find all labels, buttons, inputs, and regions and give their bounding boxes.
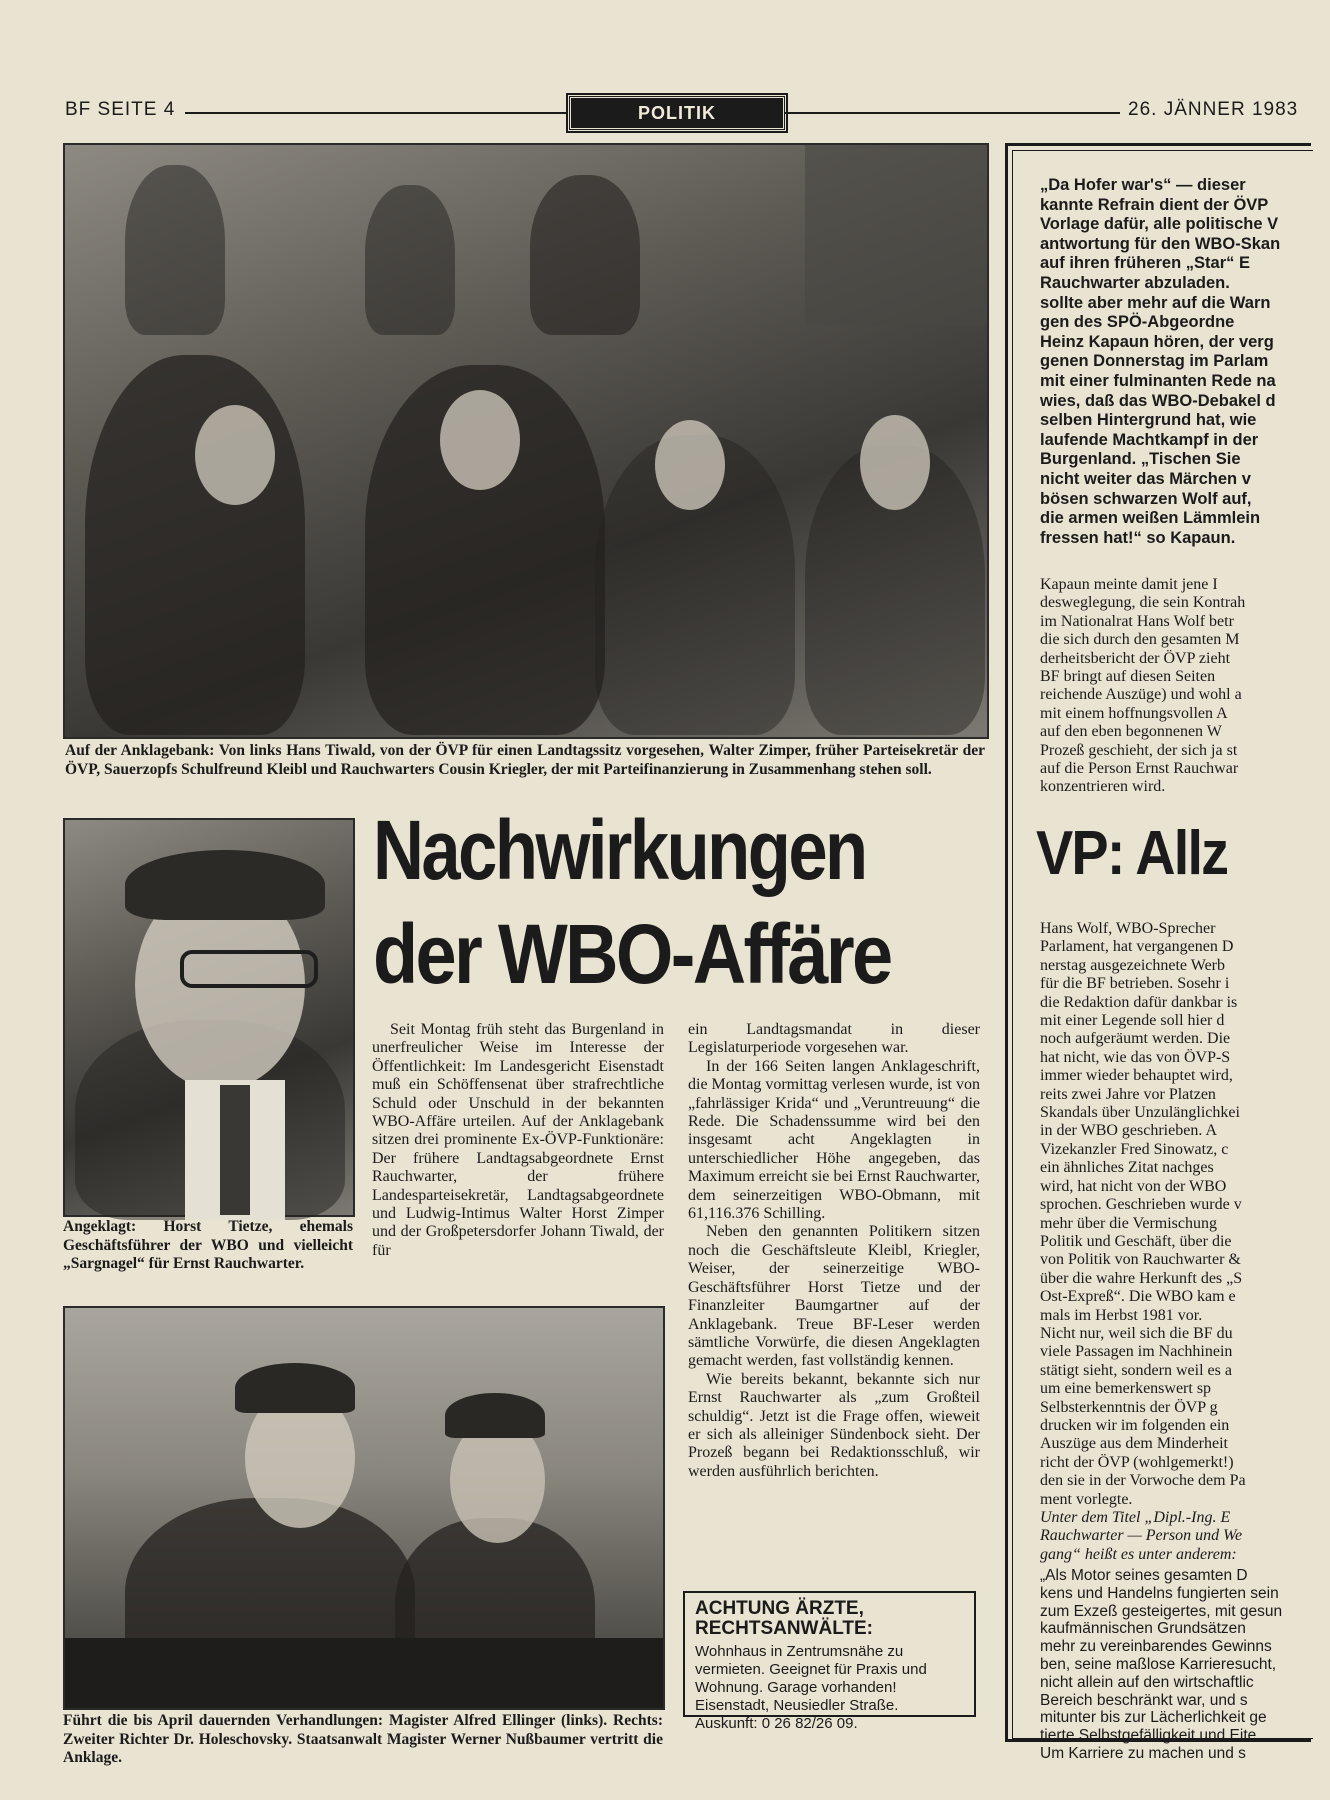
judges-photo bbox=[63, 1306, 665, 1710]
sidebar-column-line: hat nicht, wie das von ÖVP-S bbox=[1040, 1048, 1231, 1066]
portrait-photo bbox=[63, 818, 355, 1217]
ad-title-line-2: RECHTSANWÄLTE: bbox=[695, 1618, 874, 1639]
sidebar-box-line: Burgenland. „Tischen Sie bbox=[1040, 450, 1241, 469]
sidebar-column-line: richt der ÖVP (wohlgemerkt!) bbox=[1040, 1453, 1234, 1471]
sidebar-box-line: Vorlage dafür, alle politische V bbox=[1040, 215, 1279, 234]
sidebar-column-line: reits zwei Jahre vor Platzen bbox=[1040, 1085, 1216, 1103]
sidebar-quote-line: mitunter bis zur Lächerlichkeit ge bbox=[1040, 1709, 1267, 1727]
sidebar-column-line: wird, hat nicht von der WBO bbox=[1040, 1177, 1227, 1195]
sidebar-box-line: genen Donnerstag im Parlam bbox=[1040, 352, 1269, 371]
sidebar-box-line: selben Hintergrund hat, wie bbox=[1040, 411, 1257, 430]
sidebar-column-line: Vizekanzler Fred Sinowatz, c bbox=[1040, 1140, 1229, 1158]
sidebar-box-line: antwortung für den WBO-Skan bbox=[1040, 234, 1281, 253]
sidebar-quote-line: kens und Handelns fungierten sein bbox=[1040, 1584, 1279, 1602]
sidebar-column-line: mit einer Legende soll hier d bbox=[1040, 1012, 1225, 1030]
sidebar-quote-line: tierte Selbstgefälligkeit und Eite bbox=[1040, 1727, 1257, 1745]
sidebar-box-line: die armen weißen Lämmlein bbox=[1040, 509, 1261, 528]
sidebar-box-line: sollte aber mehr auf die Warn bbox=[1040, 293, 1271, 312]
sidebar-column-line: drucken wir im folgenden ein bbox=[1040, 1416, 1230, 1434]
sidebar-quote-line: nicht allein auf den wirtschaftlic bbox=[1040, 1673, 1254, 1691]
article-paragraph: Wie bereits bekannt, bekannte sich nur Ernst Rauchwarter als „zum Großteil schuldig“. Jetzt ist die Frage offen, wieweit er sich als alleiniger Sündenbock sieht. Der Prozeß begann bei Redaktionsschluß, wir werden ausführlich berichten. bbox=[688, 1370, 980, 1480]
sidebar-paragraph-line: die sich durch den gesamten M bbox=[1040, 631, 1240, 649]
article-paragraph: In der 166 Seiten langen Anklageschrift, die Montag vormittag verlesen wurde, ist von „fahrlässiger Krida“ und „Veruntreuung“ die Rede. Die Schadenssumme wird bei den insgesamt acht Angeklagten in unterschiedlicher Höhe angegeben, das Maximum erreicht sie bei Ernst Rauchwarter, dem seinerzeitigen WBO-Obmann, mit 61,116.376 Schilling. bbox=[688, 1057, 980, 1223]
sidebar-column-line: Auszüge aus dem Minderheit bbox=[1040, 1435, 1228, 1453]
sidebar-box-line: kannte Refrain dient der ÖVP bbox=[1040, 195, 1269, 214]
sidebar-column bbox=[1040, 920, 1330, 1509]
sidebar-column-line: nerstag ausgezeichnete Werb bbox=[1040, 956, 1225, 974]
header-rule-right bbox=[785, 112, 1120, 114]
sidebar-quote-line: Bereich beschränkt war, und s bbox=[1040, 1691, 1248, 1709]
issue-date: 26. JÄNNER 1983 bbox=[1128, 99, 1299, 120]
sidebar-column-line: Politik und Geschäft, über die bbox=[1040, 1232, 1232, 1250]
sidebar-paragraph-line: auf die Person Ernst Rauchwar bbox=[1040, 760, 1239, 778]
courtroom-photo bbox=[63, 143, 989, 739]
sidebar-column-line: sprochen. Geschrieben wurde v bbox=[1040, 1196, 1242, 1214]
sidebar-column-line: mals im Herbst 1981 vor. bbox=[1040, 1306, 1203, 1324]
sidebar-paragraph-line: desweglegung, die sein Kontrah bbox=[1040, 594, 1246, 612]
sidebar-column-line: Ost-Expreß“. Die WBO kam e bbox=[1040, 1288, 1236, 1306]
article-paragraph: Neben den genannten Politikern sitzen noch die Geschäftsleute Kleibl, Kriegler, Weiser, der seinerzeitige WBO-Geschäftsführer Horst Tietze und der Finanzleiter Baumgartner auf der Anklagebank. Treue BF-Leser werden sämtliche Vorwürfe, die diesen Angeklagten gemacht werden, fast vollständig kennen. bbox=[688, 1223, 980, 1370]
sidebar-box-line: mit einer fulminanten Rede na bbox=[1040, 371, 1276, 390]
top-photo-caption: Auf der Anklagebank: Von links Hans Tiwald, von der ÖVP für einen Landtagssitz vorgesehen, Walter Zimper, früher Parteisekretär der ÖVP, Sauerzopfs Schulfreund Kleibl und Rauchwarters Cousin Kriegler, der mit Parteifinanzierung in Zusammenhang stehen soll. bbox=[65, 742, 985, 778]
sidebar-paragraph-line: Prozeß geschieht, der sich ja st bbox=[1040, 741, 1238, 759]
sidebar-column-line: immer wieder behauptet wird, bbox=[1040, 1067, 1233, 1085]
sidebar-paragraph-line: Kapaun meinte damit jene I bbox=[1040, 576, 1218, 593]
sidebar-quote bbox=[1040, 1567, 1330, 1763]
sidebar-paragraph-line: im Nationalrat Hans Wolf betr bbox=[1040, 612, 1234, 630]
sidebar-box-line: laufende Machtkampf in der bbox=[1040, 430, 1259, 449]
sidebar-italic-line: Unter dem Titel „Dipl.-Ing. E bbox=[1040, 1509, 1231, 1526]
sidebar-box-line: auf ihren früheren „Star“ E bbox=[1040, 254, 1250, 273]
sidebar-column-line: noch aufgeräumt werden. Die bbox=[1040, 1030, 1231, 1048]
sidebar-box-line: Rauchwarter abzuladen. bbox=[1040, 273, 1230, 292]
header-rule-left bbox=[185, 112, 567, 114]
sidebar-italic-line: Rauchwarter — Person und We bbox=[1040, 1527, 1243, 1545]
sidebar-box-line: Heinz Kapaun hören, der verg bbox=[1040, 332, 1274, 351]
headline-line-1: Nachwirkungen bbox=[373, 803, 866, 897]
sidebar-box-line: gen des SPÖ-Abgeordne bbox=[1040, 313, 1235, 332]
sidebar-italic-line: gang“ heißt es unter anderem: bbox=[1040, 1545, 1237, 1563]
sidebar-column-line: mehr über die Vermischung bbox=[1040, 1214, 1217, 1232]
sidebar-column-line: Parlament, hat vergangenen D bbox=[1040, 938, 1234, 956]
article-paragraph: Seit Montag früh steht das Burgenland in unerfreulicher Weise im Interesse der Öffentlichkeit: Im Landesgericht Eisenstadt muß ein Schöffensenat über strafrechtliche Schuld oder Unschuld in der bekannten WBO-Affäre urteilen. Auf der Anklagebank sitzen drei prominente Ex-ÖVP-Funktionäre: Der frühere Landtagsabgeordnete Ernst Rauchwarter, der frühere Landesparteisekretär, Landtagsabgeordnete und Ludwig-Intimus Walter Horst Zimper und der Großpetersdorfer Johann Tiwald, der für bbox=[372, 1021, 664, 1259]
sidebar-paragraph-line: BF bringt auf diesen Seiten bbox=[1040, 668, 1216, 686]
sidebar-column-line: ment vorlegte. bbox=[1040, 1490, 1133, 1508]
article-column-1 bbox=[372, 1021, 664, 1260]
sidebar-box-line: bösen schwarzen Wolf auf, bbox=[1040, 489, 1252, 508]
sidebar-paragraph-line: konzentrieren wird. bbox=[1040, 778, 1166, 796]
sidebar-column-line: den sie in der Vorwoche dem Pa bbox=[1040, 1472, 1246, 1490]
sidebar-paragraph-line: auf den eben begonnenen W bbox=[1040, 723, 1222, 741]
sidebar-paragraph-line: reichende Auszüge) und wohl a bbox=[1040, 686, 1242, 704]
bottom-photo-caption: Führt die bis April dauernden Verhandlungen: Magister Alfred Ellinger (links). Rechts: Zweiter Richter Dr. Holeschovsky. Staatsanwalt Magister Werner Nußbaumer vertritt die Anklage. bbox=[63, 1712, 663, 1766]
sidebar-column-line: von Politik von Rauchwarter & bbox=[1040, 1251, 1241, 1269]
sidebar-column-line: über die wahre Herkunft des „S bbox=[1040, 1269, 1243, 1287]
article-column-2 bbox=[688, 1021, 980, 1481]
sidebar-quote-line: mehr zu vereinbarendes Gewinns bbox=[1040, 1638, 1272, 1656]
sidebar-column-line: die Redaktion dafür dankbar is bbox=[1040, 993, 1238, 1011]
section-title: POLITIK bbox=[638, 103, 716, 123]
portrait-caption: Angeklagt: Horst Tietze, ehemals Geschäftsführer der WBO und vielleicht „Sargnagel“ für Ernst Rauchwarter. bbox=[63, 1218, 353, 1272]
page-label: BF SEITE 4 bbox=[65, 99, 176, 120]
sidebar-column-line: viele Passagen im Nachhinein bbox=[1040, 1343, 1233, 1361]
classified-ad bbox=[683, 1591, 976, 1732]
sidebar-quote-line: zum Exzeß gesteigertes, mit gesun bbox=[1040, 1602, 1283, 1620]
sidebar-quote-line: Um Karriere zu machen und s bbox=[1040, 1744, 1246, 1762]
sidebar-column-line: Hans Wolf, WBO-Sprecher bbox=[1040, 920, 1216, 937]
article-paragraph: ein Landtagsmandat in dieser Legislaturperiode vorgesehen war. bbox=[688, 1021, 980, 1057]
sidebar-quote-line: ben, seine maßlose Karrieresucht, bbox=[1040, 1655, 1277, 1673]
sidebar-box bbox=[1040, 176, 1330, 548]
sidebar-frame bbox=[1005, 143, 1311, 1762]
sidebar-column-line: Skandals über Unzulänglichkei bbox=[1040, 1104, 1240, 1122]
sidebar-column-line: Nicht nur, weil sich die BF du bbox=[1040, 1324, 1233, 1342]
ad-body: Wohnhaus in Zentrumsnähe zu vermieten. Geeignet für Praxis und Wohnung. Garage vorhanden! Eisenstadt, Neusiedler Straße. Auskunft: 0 26 82/26 09. bbox=[695, 1643, 927, 1732]
sidebar-headline: VP: Allz bbox=[1036, 819, 1228, 888]
ad-title-line-1: ACHTUNG ÄRZTE, bbox=[695, 1598, 864, 1619]
headline-line-2: der WBO-Affäre bbox=[373, 907, 891, 1001]
sidebar-box-line: „Da Hofer war's“ — dieser bbox=[1040, 176, 1246, 194]
sidebar-column-line: ein ähnliches Zitat nachges bbox=[1040, 1159, 1214, 1177]
sidebar-box-line: nicht weiter das Märchen v bbox=[1040, 469, 1251, 488]
sidebar-paragraph bbox=[1040, 576, 1330, 797]
sidebar-quote-line: kaufmännischen Grundsätzen bbox=[1040, 1620, 1246, 1638]
sidebar-box-line: fressen hat!“ so Kapaun. bbox=[1040, 528, 1236, 547]
sidebar-italic bbox=[1040, 1509, 1330, 1564]
sidebar-column-line: Selbsterkenntnis der ÖVP g bbox=[1040, 1398, 1218, 1416]
sidebar-quote-line: „Als Motor seines gesamten D bbox=[1040, 1567, 1248, 1584]
sidebar-column-line: in der WBO geschrieben. A bbox=[1040, 1122, 1217, 1140]
sidebar-column-line: für die BF betrieben. Sosehr i bbox=[1040, 975, 1230, 993]
sidebar-column-line: stätigt sieht, sondern weil es a bbox=[1040, 1361, 1232, 1379]
sidebar-paragraph-line: mit einem hoffnungsvollen A bbox=[1040, 704, 1228, 722]
sidebar-box-line: wies, daß das WBO-Debakel d bbox=[1040, 391, 1276, 410]
sidebar-column-line: um eine bemerkenswert sp bbox=[1040, 1380, 1212, 1398]
section-label bbox=[568, 95, 786, 131]
sidebar-paragraph-line: derheitsbericht der ÖVP zieht bbox=[1040, 649, 1231, 667]
